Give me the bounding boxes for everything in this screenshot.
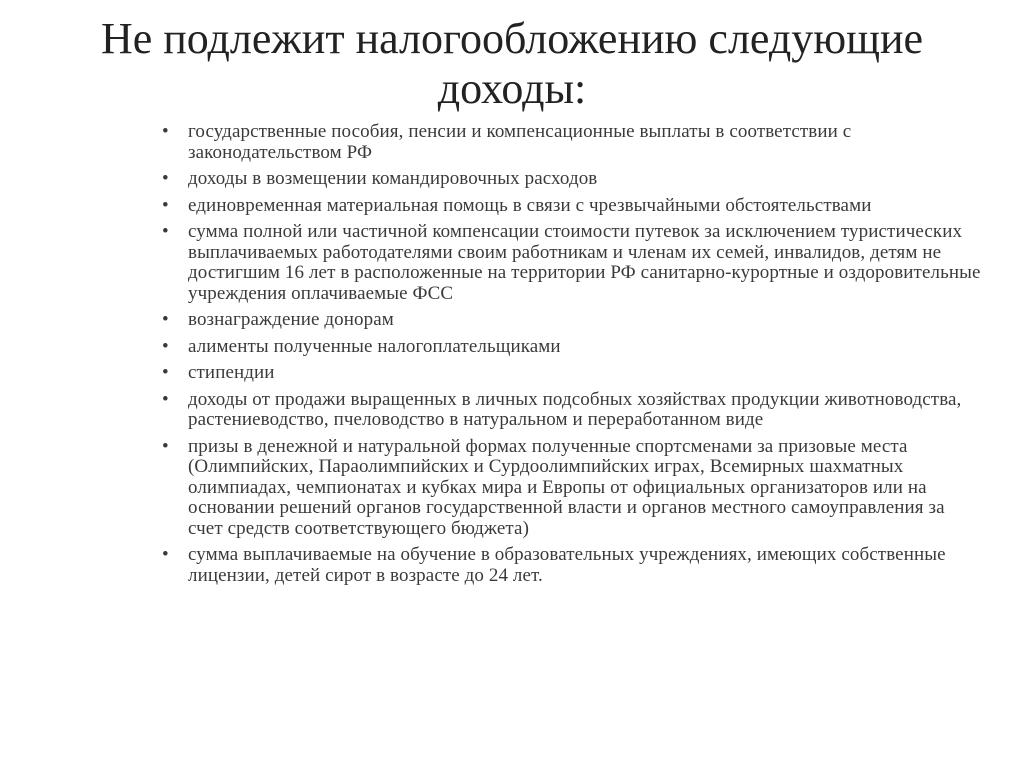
list-item [162, 122, 982, 163]
list-item-text: доходы в возмещении командировочных расходов [188, 168, 598, 189]
list-item-text: единовременная материальная помощь в связи с чрезвычайными обстоятельствами [188, 194, 872, 216]
bullet-icon: • [162, 121, 169, 142]
list-item-text: сумма полной или частичной компенсации стоимости путевок за исключением туристических выплачиваемых работодателями своим работникам и членам их семей, инвалидов, детям не достигшим 16 лет в расположенные на территории РФ санитарно-курортные и оздоровительные учреждения оплачиваемые ФСС [188, 221, 981, 304]
list-item-text: алименты полученные налогоплательщиками [188, 335, 561, 357]
bullet-icon: • [162, 309, 169, 330]
list-item-text: призы в денежной и натуральной формах полученные спортсменами за призовые места (Олимпийских, Параолимпийских и Сурдоолимпийских играх, Всемирных шахматных олимпиадах, чемпионатах и кубках мира и Европы от официальных организаторов или на основании решений органов государственной власти и органов местного самоуправления за счет средств соответствующего бюджета) [188, 435, 945, 539]
bullet-icon: • [162, 335, 169, 357]
slide-title [60, 14, 964, 114]
list-item-text: доходы от продажи выращенных в личных подсобных хозяйствах продукции животноводства, растениеводство, пчеловодство в натуральном и переработанном виде [188, 388, 962, 430]
list-item [162, 310, 982, 331]
bullet-icon: • [162, 168, 169, 189]
list-item [162, 390, 982, 431]
slide-title-line-1: Не подлежит налогообложению следующие [100, 14, 924, 63]
list-item-text: вознаграждение донорам [188, 309, 394, 330]
bullet-icon: • [162, 194, 169, 216]
list-item [162, 363, 982, 384]
list-item [162, 437, 982, 540]
list-item [162, 196, 982, 217]
list-item-text: сумма выплачиваемые на обучение в образовательных учреждениях, имеющих собственные лицензии, детей сирот в возрасте до 24 лет. [188, 544, 946, 586]
bullet-icon: • [162, 362, 169, 383]
list-item [162, 545, 982, 586]
list-item [162, 337, 982, 358]
list-item-text: государственные пособия, пенсии и компенсационные выплаты в соответствии с законодательством РФ [188, 121, 852, 163]
list-item-text: стипендии [188, 362, 275, 383]
list-item [162, 169, 982, 190]
slide-title-line-2: доходы: [437, 64, 587, 113]
income-list [162, 122, 982, 592]
bullet-icon: • [162, 544, 169, 565]
bullet-icon: • [162, 221, 169, 242]
bullet-icon: • [162, 435, 169, 457]
list-item [162, 222, 982, 304]
bullet-icon: • [162, 388, 169, 410]
